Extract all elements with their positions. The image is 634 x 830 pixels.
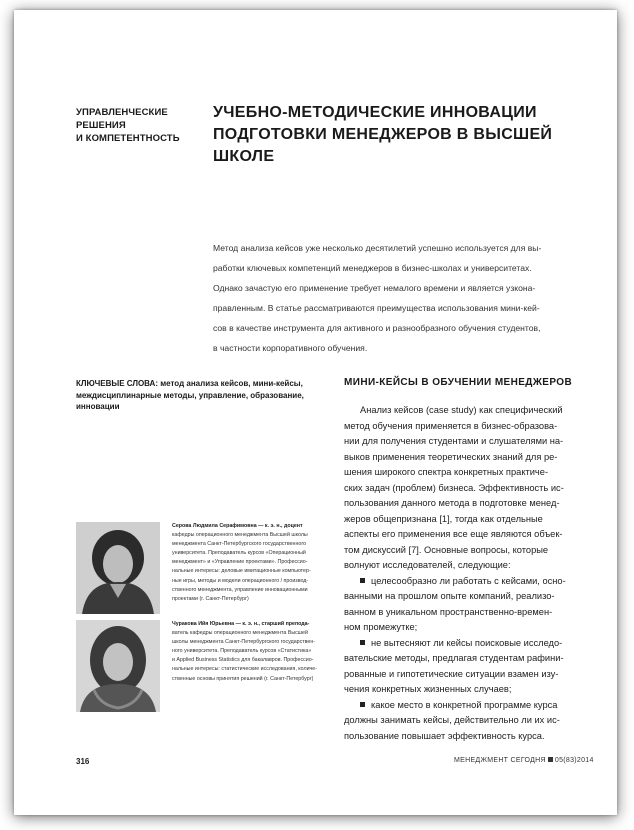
author-photo: [76, 620, 160, 712]
paragraph-line: пользования данного метода в подготовке менед-: [344, 498, 560, 508]
bio-line: ные игры, методы и модели операционного / производ-: [172, 577, 309, 584]
paragraph-line: волнуют исследователей, следующие:: [344, 560, 511, 570]
title-line: ПОДГОТОВКИ МЕНЕДЖЕРОВ В ВЫСШЕЙ: [213, 126, 553, 143]
rubric-line: УПРАВЛЕНЧЕСКИЕ: [76, 107, 168, 118]
journal-issue: 05(83)2014: [554, 757, 594, 764]
journal-name: МЕНЕДЖМЕНТ СЕГОДНЯ: [454, 757, 546, 764]
paragraph-line: аспекты его применения все еще являются объек-: [344, 529, 563, 539]
bio-line: проектами (г. Санкт-Петербург): [172, 595, 249, 602]
paragraph-line: том дискуссий [7]. Основные вопросы, которые: [344, 544, 549, 555]
bullet-item: какое место в конкретной программе курса: [344, 698, 604, 714]
bio-line: ственного менеджмента, управление инновационными: [172, 586, 308, 593]
bullet-line: вательские методы, предлагая студентам рафини-: [344, 653, 564, 663]
page-number: 316: [76, 757, 90, 766]
paragraph-line: ских задач (проблем) бизнеса. Эффективность ис-: [344, 482, 564, 493]
bio-line: нальные интересы: деловые имитационные компьютер-: [172, 568, 311, 575]
bio-line: университета. Преподаватель курсов «Операционный: [172, 550, 306, 557]
keywords-line: КЛЮЧЕВЫЕ СЛОВА: метод анализа кейсов, мини-кейсы,: [76, 379, 303, 388]
abstract-line: сов в качестве инструмента для активного и разнообразного обучения студентов,: [213, 323, 541, 333]
author-photo: [76, 522, 160, 614]
bio-line: ватель кафедры операционного менеджмента Высшей: [172, 630, 308, 637]
bio-line: Серова Людмила Серафимовна — к. э. н., доцент: [172, 523, 303, 529]
bio-line: Чуракова Ийя Юрьевна — к. э. н., старший препода-: [172, 621, 310, 627]
keywords: [76, 378, 316, 413]
rubric-line: И КОМПЕТЕНТНОСТЬ: [76, 133, 180, 144]
bullet-item: целесообразно ли работать с кейсами, осно-: [344, 574, 604, 590]
abstract: [213, 238, 603, 358]
bio-line: нальные интересы: статистические исследования, количе-: [172, 666, 318, 673]
bullet-item: не вытесняют ли кейсы поисковые исследо-: [344, 636, 604, 652]
bullet-line: чения конкретных жизненных случаев;: [344, 684, 512, 694]
bullet-line: пользование повышает эффективность курса.: [344, 730, 545, 741]
journal-page: [14, 10, 617, 815]
abstract-line: правленным. В статье рассматриваются преимущества использования мини-кей-: [213, 303, 540, 313]
title-line: УЧЕБНО-МЕТОДИЧЕСКИЕ ИННОВАЦИИ: [213, 104, 537, 121]
bio-line: ного университета. Преподаватель курсов «Статистика»: [172, 648, 312, 655]
bio-line: школы менеджмента Санкт-Петербургского государствен-: [172, 639, 316, 646]
author-bio: [172, 620, 337, 684]
bullet-line: должны занимать кейсы, действительно ли их ис-: [344, 715, 560, 725]
bio-line: менеджмент» и «Управление проектами». Профессио-: [172, 559, 308, 566]
paragraph-line: Анализ кейсов (case study) как специфический: [360, 405, 563, 415]
title-line: ШКОЛЕ: [213, 148, 275, 165]
portrait-image: [76, 620, 160, 712]
rubric-line: РЕШЕНИЯ: [76, 120, 126, 131]
paragraph-line: метод обучения применяется в бизнес-образова-: [344, 420, 558, 431]
bio-line: и Applied Business Statistics для бакалавров. Профессио-: [172, 657, 314, 664]
author-card: [76, 620, 336, 720]
section-body: [344, 403, 604, 744]
section-title: МИНИ-КЕЙСЫ В ОБУЧЕНИИ МЕНЕДЖЕРОВ: [344, 377, 573, 388]
square-icon: [548, 757, 553, 762]
article-title: [213, 102, 573, 168]
author-card: [76, 522, 336, 622]
bullet-line: ванными на прошлом опыте компаний, реализо-: [344, 591, 555, 601]
paragraph-line: выков применения теоретических знаний для ре-: [344, 451, 558, 462]
abstract-line: Метод анализа кейсов уже несколько десятилетий успешно используется для вы-: [213, 243, 542, 253]
keywords-line: инновации: [76, 402, 120, 411]
bio-line: ственные основы принятия решений (г. Санкт-Петербург): [172, 675, 314, 682]
bio-line: кафедры операционного менеджмента Высшей школы: [172, 532, 308, 539]
bullet-line: рованные и гипотетические ситуации взамен изу-: [344, 668, 559, 679]
portrait-image: [76, 522, 160, 614]
author-bio: [172, 522, 337, 604]
abstract-line: в частности корпоративного обучения.: [213, 343, 368, 353]
paragraph-line: нии для получения студентами и слушателями на-: [344, 436, 564, 446]
rubric: [76, 106, 196, 145]
keywords-line: междисциплинарные методы, управление, образование,: [76, 390, 304, 400]
paragraph-line: шения широкого спектра конкретных практиче-: [344, 467, 549, 477]
journal-footer: [454, 757, 594, 764]
paragraph-line: жеров общепризнана [1], тогда как отдельные: [344, 513, 543, 524]
bullet-line: ном промежутке;: [344, 622, 418, 632]
abstract-line: работки ключевых компетенций менеджеров в бизнес-школах и университетах.: [213, 263, 532, 273]
bio-line: менеджмента Санкт-Петербургского государственного: [172, 541, 307, 548]
bullet-line: ванном в уникальном пространственно-времен-: [344, 606, 553, 617]
abstract-line: Однако зачастую его применение требует немалого времени и является узкона-: [213, 283, 536, 293]
